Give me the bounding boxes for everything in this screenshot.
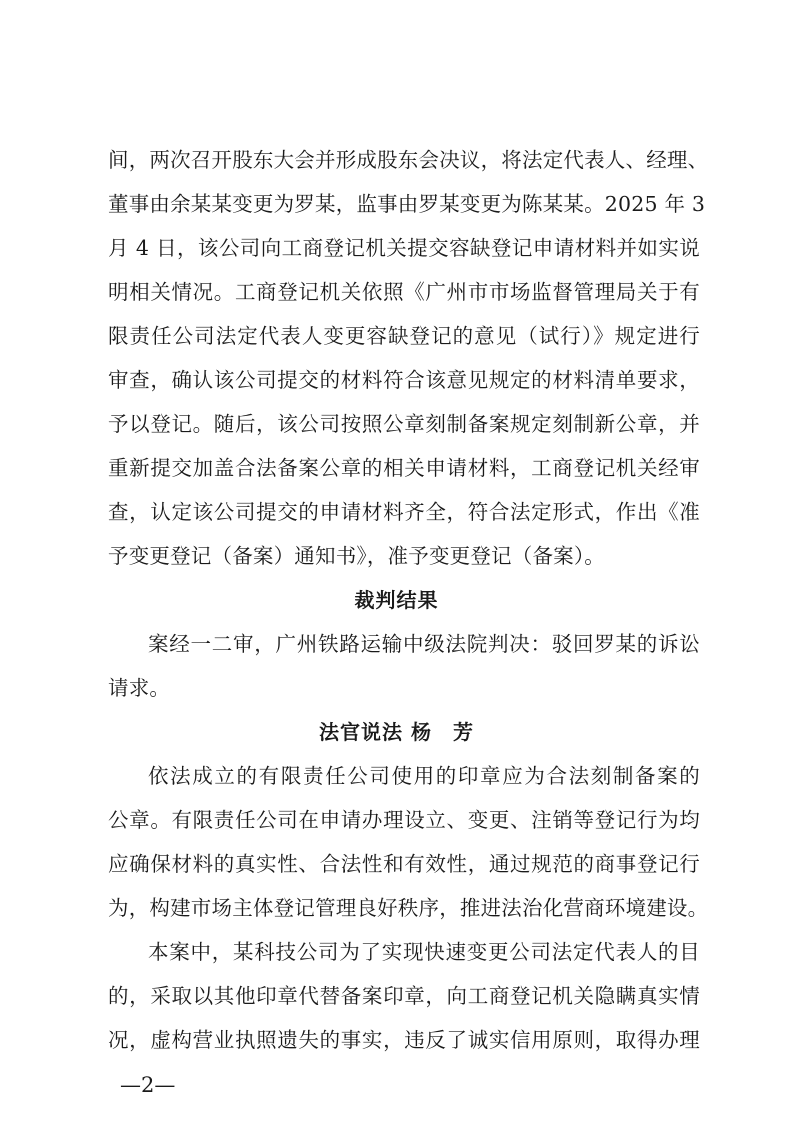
text-line: 审查，确认该公司提交的材料符合该意见规定的材料清单要求， [108, 368, 700, 392]
text-line: 限责任公司法定代表人变更容缺登记的意见（试行）》规定进行 [108, 324, 700, 348]
text-line: 重新提交加盖合法备案公章的相关申请材料，工商登记机关经审 [108, 456, 700, 480]
text-line: 请求。 [108, 676, 171, 700]
section-heading-judge-commentary: 法官说法 杨 芳 [319, 720, 474, 744]
text-line: 查，认定该公司提交的申请材料齐全，符合法定形式，作出《准 [108, 500, 700, 524]
text-line: 应确保材料的真实性、合法性和有效性，通过规范的商事登记行 [108, 852, 700, 876]
page-number: —2— [120, 1073, 176, 1097]
text-line: 案经一二审，广州铁路运输中级法院判决：驳回罗某的诉讼 [148, 632, 700, 656]
text-line: 予变更登记（备案）通知书》，准予变更登记（备案）。 [108, 544, 605, 568]
text-line: 况，虚构营业执照遗失的事实，违反了诚实信用原则，取得办理 [108, 1028, 700, 1052]
text-line: 公章。有限责任公司在申请办理设立、变更、注销等登记行为均 [108, 808, 700, 832]
section-heading-judgment: 裁判结果 [354, 588, 439, 612]
text-line: 的，采取以其他印章代替备案印章，向工商登记机关隐瞒真实情 [108, 984, 700, 1008]
text-line: 依法成立的有限责任公司使用的印章应为合法刻制备案的 [148, 764, 700, 788]
text-line: 予以登记。随后，该公司按照公章刻制备案规定刻制新公章，并 [108, 412, 700, 436]
text-line: 本案中，某科技公司为了实现快速变更公司法定代表人的目 [148, 940, 700, 964]
text-line: 为，构建市场主体登记管理良好秩序，推进法治化营商环境建设。 [108, 896, 709, 920]
text-line: 月 4 日，该公司向工商登记机关提交容缺登记申请材料并如实说 [108, 236, 700, 260]
text-line: 董事由余某某变更为罗某，监事由罗某变更为陈某某。2025 年 3 [108, 192, 706, 216]
text-line: 明相关情况。工商登记机关依照《广州市市场监督管理局关于有 [108, 280, 700, 304]
text-line: 间，两次召开股东大会并形成股东会决议，将法定代表人、经理、 [108, 148, 709, 172]
